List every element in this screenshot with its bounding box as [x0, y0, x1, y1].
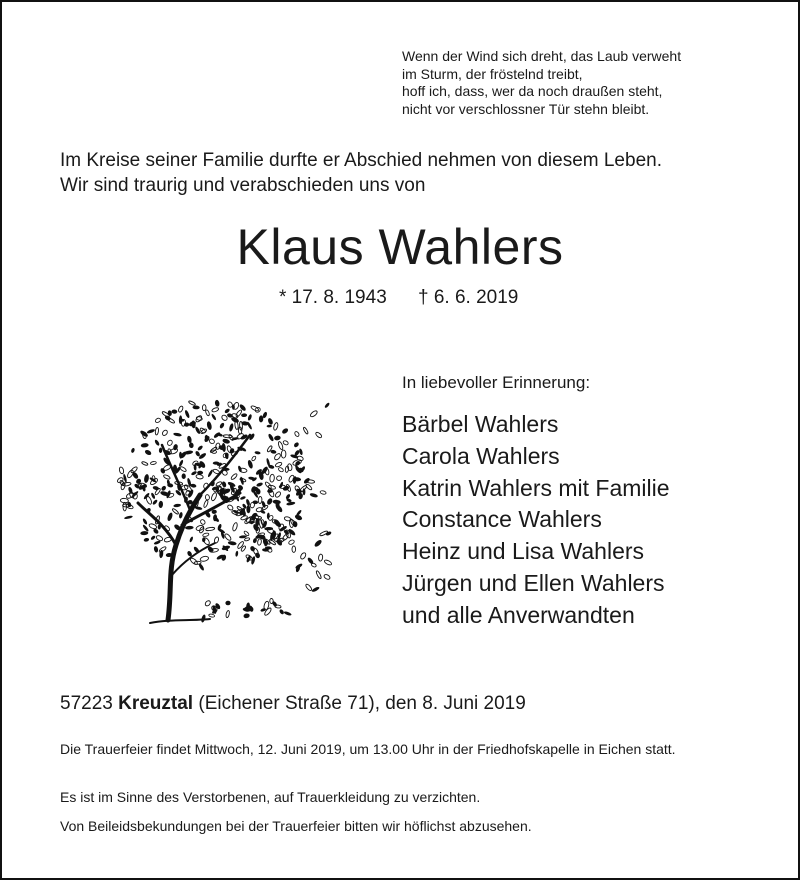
leaf — [226, 445, 232, 453]
leaf — [161, 429, 168, 436]
leaf — [258, 496, 262, 503]
leaf — [323, 574, 331, 581]
leaf — [305, 583, 313, 591]
leaf — [235, 551, 238, 557]
leaf — [244, 537, 250, 541]
clothing-note: Es ist im Sinne des Verstorbenen, auf Trauerkleidung zu verzichten. — [60, 789, 481, 805]
leaf — [297, 455, 304, 461]
deceased-name: Klaus Wahlers — [236, 219, 564, 275]
leaf — [273, 453, 281, 461]
leaf — [241, 413, 247, 417]
leaf — [318, 554, 323, 561]
leaf — [282, 533, 289, 541]
leaf — [324, 402, 330, 408]
leaf — [211, 413, 217, 420]
leaf — [283, 440, 289, 446]
leaf — [243, 613, 250, 619]
poem-line: Wenn der Wind sich dreht, das Laub verweht — [402, 48, 682, 64]
poem-line: hoff ich, dass, wer da noch draußen steht, — [402, 83, 663, 99]
leaf — [207, 469, 214, 478]
leaf — [293, 476, 297, 484]
leaf — [313, 539, 322, 548]
leaf — [303, 427, 309, 435]
leaf — [173, 432, 182, 437]
funeral-note: Die Trauerfeier findet Mittwoch, 12. Juni 2019, um 13.00 Uhr in der Friedhofskapelle in Eichen statt. — [60, 741, 676, 757]
leaf — [195, 415, 203, 423]
leaf — [178, 459, 184, 467]
leaf — [189, 536, 194, 543]
leaf — [223, 435, 232, 439]
leaf — [211, 407, 219, 413]
leaf — [205, 409, 210, 416]
leaf — [288, 528, 297, 536]
leaf — [200, 556, 209, 562]
leaf — [159, 448, 163, 454]
leaf — [197, 445, 204, 451]
leaf — [206, 527, 215, 531]
poem-line: im Sturm, der fröstelnd treibt, — [402, 65, 583, 82]
leaf — [219, 422, 225, 429]
leaf — [209, 614, 215, 618]
leaf — [131, 448, 136, 454]
city-name: Kreuztal — [118, 693, 194, 714]
leaf — [240, 496, 246, 501]
leaf — [178, 512, 183, 519]
leaf — [250, 486, 256, 494]
address-and-date: (Eichener Straße 71), den 8. Juni 2019 — [198, 693, 526, 714]
leaf — [270, 474, 275, 482]
leaf — [324, 559, 333, 566]
leaf — [196, 474, 204, 479]
leaf — [320, 490, 327, 495]
leaf — [144, 449, 152, 456]
leaf — [142, 518, 148, 525]
leaf — [245, 499, 250, 507]
leaf — [161, 485, 167, 492]
leaf — [143, 537, 149, 542]
leaf — [286, 501, 295, 506]
leaf — [228, 423, 234, 432]
leaf — [152, 499, 158, 505]
leaf — [309, 492, 318, 498]
leaf — [316, 570, 322, 579]
leaf — [225, 610, 230, 618]
leaf — [119, 467, 125, 475]
leaf — [267, 417, 274, 425]
leaf — [311, 586, 320, 593]
leaf — [300, 552, 307, 560]
leaf — [158, 501, 163, 509]
leaf — [275, 461, 283, 467]
leaf — [315, 431, 323, 438]
leaf — [221, 481, 227, 488]
leaf — [185, 526, 194, 530]
leaf — [146, 428, 155, 434]
leaf — [189, 442, 195, 448]
leaf — [259, 415, 264, 422]
leaf — [167, 410, 172, 416]
leaf — [224, 533, 232, 541]
leaf — [254, 552, 260, 559]
leaf — [184, 410, 190, 419]
leaf — [200, 519, 206, 525]
leaf — [171, 409, 177, 414]
leaf — [232, 522, 238, 531]
leaf — [232, 404, 235, 409]
leaf — [202, 405, 206, 411]
leaf — [154, 439, 160, 446]
leaf — [124, 515, 133, 520]
mourner-name: Katrin Wahlers mit Familie — [402, 474, 670, 501]
leaf — [169, 447, 178, 454]
leaf — [178, 405, 184, 412]
leaf — [266, 497, 273, 505]
leaf — [167, 512, 174, 522]
leaf — [319, 530, 328, 536]
leaf — [167, 417, 175, 424]
leaf — [221, 414, 228, 421]
leaf — [211, 492, 218, 501]
zip-code: 57223 — [60, 693, 113, 714]
leaf — [139, 430, 149, 438]
intro-line: Wir sind traurig und verabschieden uns von — [60, 175, 426, 196]
leaf — [150, 535, 156, 541]
mourner-name: Bärbel Wahlers — [402, 411, 559, 437]
mourners-list — [402, 409, 670, 632]
leaf — [120, 498, 128, 503]
leaf — [281, 427, 289, 434]
leaf — [173, 503, 181, 507]
intro-line: Im Kreise seiner Familie durfte er Abschied nehmen von diesem Leben. — [60, 150, 662, 171]
leaf — [186, 435, 192, 443]
leaf — [214, 400, 220, 408]
leaf — [279, 609, 285, 615]
leaf — [288, 539, 295, 545]
leaf — [179, 466, 187, 472]
leaf — [182, 473, 186, 479]
leaf — [293, 441, 300, 448]
leaf — [292, 546, 296, 552]
leaf — [215, 481, 222, 487]
leaf — [254, 406, 261, 413]
leaf — [205, 494, 210, 500]
leaf — [153, 546, 158, 553]
leaf — [252, 500, 258, 504]
mourner-name: Jürgen und Ellen Wahlers — [402, 569, 665, 596]
leaf — [204, 600, 211, 607]
leaf — [235, 409, 242, 417]
leaf — [237, 541, 245, 550]
leaf — [247, 414, 252, 421]
death-date: † 6. 6. 2019 — [418, 287, 519, 308]
windblown-tree-illustration — [110, 375, 340, 630]
leaf — [156, 535, 164, 542]
leaf — [228, 541, 237, 546]
leaf — [198, 563, 205, 571]
leaf — [311, 563, 317, 568]
leaf — [224, 408, 231, 414]
leaf — [163, 474, 171, 480]
leaf — [225, 601, 230, 606]
condolence-note: Von Beileidsbekundungen bei der Trauerfeier bitten wir höflichst abzusehen. — [60, 818, 532, 834]
leaf — [256, 482, 263, 487]
leaf — [143, 474, 149, 483]
leaf — [188, 400, 196, 406]
leaf — [202, 533, 209, 538]
leaf — [230, 473, 238, 480]
leaf — [276, 475, 282, 481]
leaf — [281, 450, 286, 458]
leaf — [192, 405, 199, 409]
leaf — [152, 485, 159, 490]
leaf — [273, 422, 279, 431]
place-and-date — [60, 693, 526, 715]
leaf — [227, 504, 234, 511]
leaf — [294, 431, 300, 437]
mourner-name: Carola Wahlers — [402, 442, 560, 469]
leaf — [155, 417, 162, 423]
leaf — [142, 524, 149, 532]
leaf — [287, 463, 292, 470]
leaf — [251, 456, 256, 462]
leaf — [267, 425, 273, 428]
poem-line: nicht vor verschlossner Tür stehn bleibt. — [402, 100, 650, 117]
mourner-name: Constance Wahlers — [402, 506, 602, 533]
leaf — [172, 508, 179, 515]
leaf — [249, 545, 255, 552]
leaf — [257, 539, 262, 546]
leaf — [267, 433, 274, 442]
leaf — [270, 449, 277, 454]
leaf — [309, 410, 318, 418]
leaf — [209, 438, 216, 444]
memory-label: In liebevoller Erinnerung: — [402, 373, 591, 392]
leaf — [150, 461, 156, 465]
leaf — [274, 491, 281, 498]
leaf — [167, 439, 174, 446]
birth-date: * 17. 8. 1943 — [279, 287, 387, 308]
mourner-name: und alle Anverwandten — [402, 601, 635, 628]
leaf — [274, 435, 281, 441]
leaf — [307, 557, 315, 565]
leaf — [155, 427, 159, 435]
poem — [402, 48, 681, 118]
mourner-name: Heinz und Lisa Wahlers — [402, 538, 645, 565]
leaf — [140, 531, 148, 536]
leaf — [254, 451, 260, 455]
leaf — [141, 443, 149, 448]
leaf — [283, 611, 292, 617]
intro-text — [60, 148, 662, 198]
leaf — [126, 469, 134, 478]
leaf — [278, 467, 284, 473]
leaf — [203, 500, 209, 508]
leaf — [206, 421, 212, 431]
leaf — [246, 505, 250, 513]
leaf — [129, 491, 135, 498]
leaf — [141, 461, 148, 466]
